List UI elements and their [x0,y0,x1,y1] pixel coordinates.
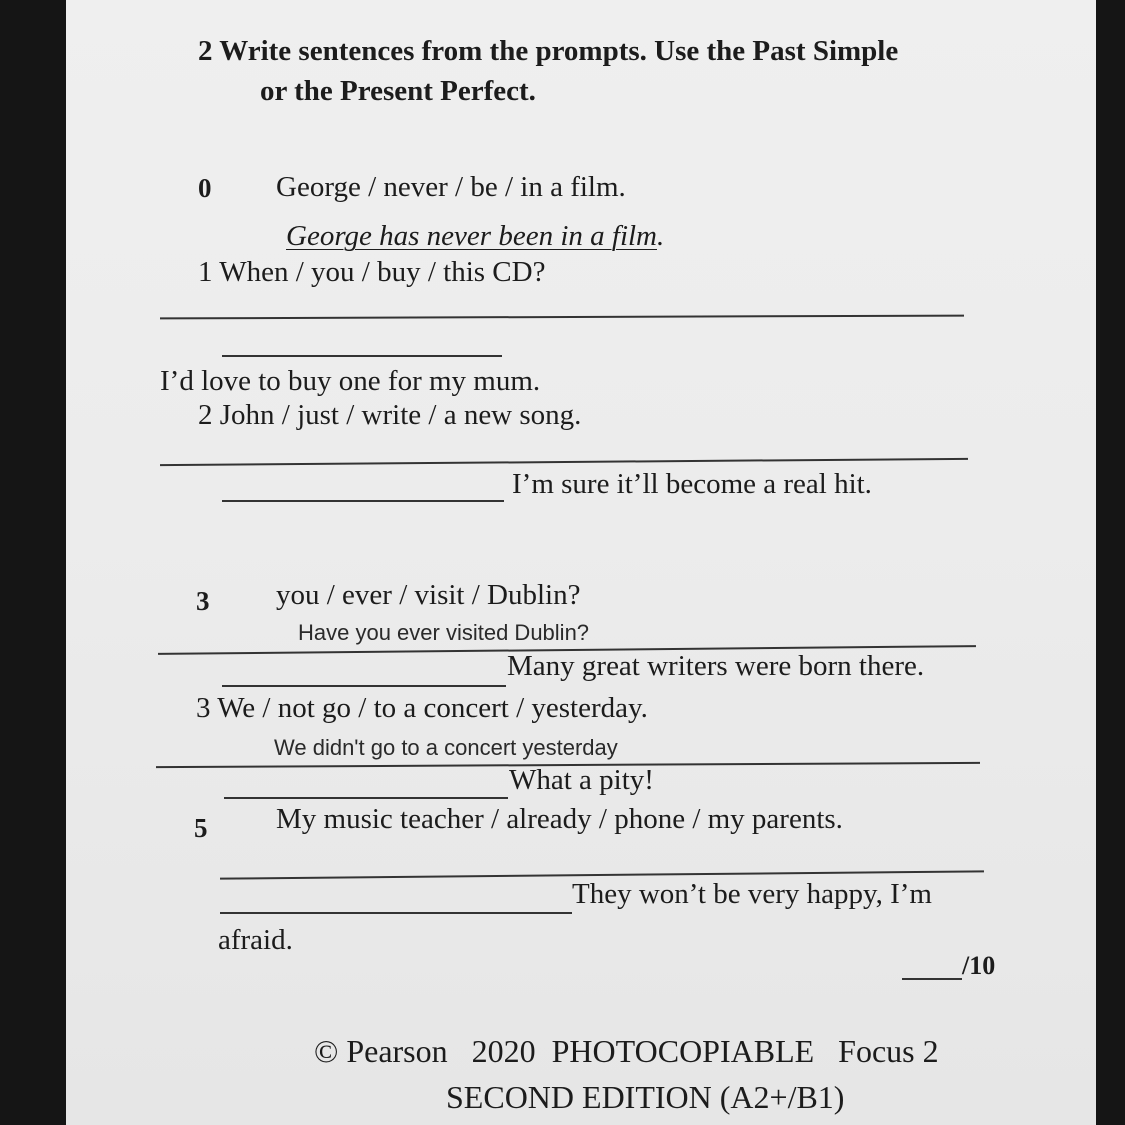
score-total: /10 [962,951,996,980]
example-number: 0 [198,173,212,203]
item-5-follow-line[interactable] [220,912,572,914]
item-5-follow-up: They won’t be very happy, I’m [572,878,932,910]
item-4-follow-up: What a pity! [509,764,654,796]
item-4-answer: We didn't go to a concert yesterday [274,735,618,760]
item-2-follow-line[interactable] [222,500,504,502]
footer-edition: SECOND EDITION (A2+/B1) [446,1079,845,1115]
item-5-prompt: My music teacher / already / phone / my parents. [276,803,843,835]
item-5-number: 5 [194,813,208,843]
item-1-follow-up: I’d love to buy one for my mum. [160,365,541,397]
item-3-number: 3 [196,586,210,616]
example-answer: George has never been in a film. [286,220,665,252]
item-3-follow-line[interactable] [222,685,506,687]
example-prompt: George / never / be / in a film. [276,171,626,203]
item-4-follow-line[interactable] [224,797,508,799]
worksheet-page [66,0,1096,1125]
item-5-follow-up-continued: afraid. [218,924,293,956]
score-blank[interactable] [902,978,962,980]
item-3-prompt: you / ever / visit / Dublin? [276,579,581,611]
item-4-prompt: 3 We / not go / to a concert / yesterday. [196,692,648,724]
item-3-follow-up: Many great writers were born there. [507,650,925,682]
item-1-prompt: 1 When / you / buy / this CD? [198,256,546,288]
instructions-line-2: or the Present Perfect. [260,75,536,107]
footer-copyright: © Pearson 2020 PHOTOCOPIABLE Focus 2 [314,1033,939,1069]
item-2-prompt: 2 John / just / write / a new song. [198,399,582,431]
instructions-line-1: 2 Write sentences from the prompts. Use the Past Simple [198,35,899,67]
item-2-follow-up: I’m sure it’ll become a real hit. [512,468,872,500]
item-3-answer: Have you ever visited Dublin? [298,620,590,645]
item-1-follow-line[interactable] [222,355,502,357]
